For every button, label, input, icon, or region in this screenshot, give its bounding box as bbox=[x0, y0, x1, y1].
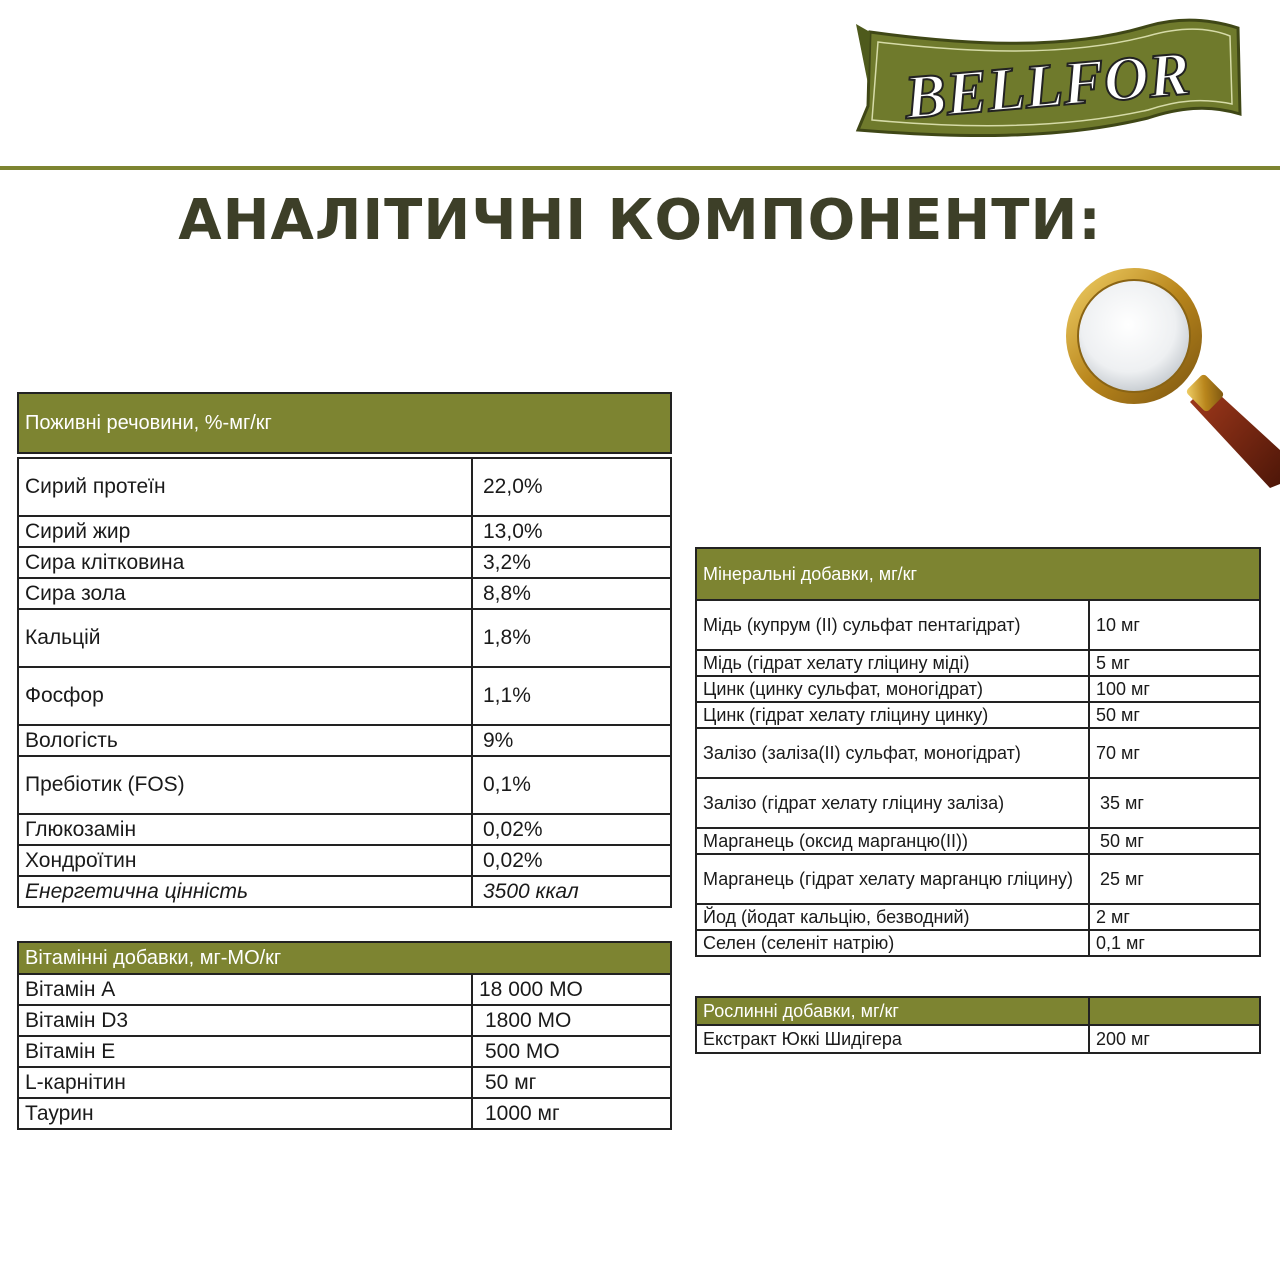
vitamins-table bbox=[17, 941, 672, 1130]
table-row bbox=[18, 1067, 671, 1098]
table-row bbox=[696, 600, 1260, 650]
vitamin-value: 18 000 МО bbox=[472, 974, 671, 1005]
minerals-header: Мінеральні добавки, мг/кг bbox=[696, 548, 1260, 600]
table-row bbox=[696, 702, 1260, 728]
table-row bbox=[18, 876, 671, 907]
minerals-table bbox=[695, 547, 1261, 957]
table-row bbox=[18, 578, 671, 609]
table-row bbox=[696, 828, 1260, 854]
vitamin-value: 1800 МО bbox=[472, 1005, 671, 1036]
herbal-table bbox=[695, 996, 1261, 1054]
nutrient-value: 13,0% bbox=[472, 516, 671, 547]
mineral-name: Цинк (цинку сульфат, моногідрат) bbox=[696, 676, 1089, 702]
nutrient-name: Сира клітковина bbox=[18, 547, 472, 578]
mineral-value: 100 мг bbox=[1089, 676, 1260, 702]
vitamin-value: 50 мг bbox=[472, 1067, 671, 1098]
nutrient-value: 1,1% bbox=[472, 667, 671, 725]
nutrient-name: Фосфор bbox=[18, 667, 472, 725]
table-row bbox=[696, 1025, 1260, 1053]
table-row bbox=[18, 458, 671, 516]
vitamin-name: Вітамін А bbox=[18, 974, 472, 1005]
mineral-name: Цинк (гідрат хелату гліцину цинку) bbox=[696, 702, 1089, 728]
nutrient-value: 3500 ккал bbox=[472, 876, 671, 907]
table-row bbox=[18, 725, 671, 756]
vitamin-name: Вітамін D3 bbox=[18, 1005, 472, 1036]
nutrient-value: 0,1% bbox=[472, 756, 671, 814]
table-row bbox=[696, 854, 1260, 904]
nutrient-name: Сирий жир bbox=[18, 516, 472, 547]
nutrient-value: 0,02% bbox=[472, 814, 671, 845]
nutrient-value: 3,2% bbox=[472, 547, 671, 578]
mineral-name: Марганець (оксид марганцю(II)) bbox=[696, 828, 1089, 854]
herbal-header-blank bbox=[1089, 997, 1260, 1025]
table-row bbox=[18, 516, 671, 547]
mineral-value: 35 мг bbox=[1089, 778, 1260, 828]
magnifying-glass-icon bbox=[1058, 262, 1280, 492]
table-row bbox=[18, 756, 671, 814]
mineral-name: Мідь (купрум (II) сульфат пентагідрат) bbox=[696, 600, 1089, 650]
herbal-header: Рослинні добавки, мг/кг bbox=[696, 997, 1089, 1025]
herbal-value: 200 мг bbox=[1089, 1025, 1260, 1053]
page-title: АНАЛІТИЧНІ КОМПОНЕНТИ: bbox=[178, 188, 1102, 253]
table-row bbox=[696, 650, 1260, 676]
table-row bbox=[696, 728, 1260, 778]
nutrients-table bbox=[17, 392, 672, 908]
mineral-value: 50 мг bbox=[1089, 702, 1260, 728]
vitamins-header: Вітамінні добавки, мг-МО/кг bbox=[18, 942, 671, 974]
mineral-value: 10 мг bbox=[1089, 600, 1260, 650]
vitamin-value: 500 МО bbox=[472, 1036, 671, 1067]
nutrients-header: Поживні речовини, %-мг/кг bbox=[18, 393, 671, 453]
mineral-name: Залізо (гідрат хелату гліцину заліза) bbox=[696, 778, 1089, 828]
nutrient-name: Глюкозамін bbox=[18, 814, 472, 845]
divider-line bbox=[0, 166, 1280, 170]
mineral-name: Йод (йодат кальцію, безводний) bbox=[696, 904, 1089, 930]
table-row bbox=[696, 676, 1260, 702]
vitamin-name: Вітамін Е bbox=[18, 1036, 472, 1067]
table-row bbox=[18, 845, 671, 876]
nutrient-name: Вологість bbox=[18, 725, 472, 756]
mineral-name: Селен (селеніт натрію) bbox=[696, 930, 1089, 956]
mineral-value: 5 мг bbox=[1089, 650, 1260, 676]
table-row bbox=[18, 814, 671, 845]
nutrient-value: 22,0% bbox=[472, 458, 671, 516]
nutrient-name: Хондроїтин bbox=[18, 845, 472, 876]
nutrient-name: Сирий протеїн bbox=[18, 458, 472, 516]
nutrient-value: 1,8% bbox=[472, 609, 671, 667]
mineral-name: Марганець (гідрат хелату марганцю гліцину) bbox=[696, 854, 1089, 904]
vitamin-value: 1000 мг bbox=[472, 1098, 671, 1129]
vitamin-name: Таурин bbox=[18, 1098, 472, 1129]
table-row bbox=[18, 1036, 671, 1067]
table-row bbox=[18, 1098, 671, 1129]
mineral-value: 50 мг bbox=[1089, 828, 1260, 854]
table-row bbox=[696, 930, 1260, 956]
herbal-name: Екстракт Юккі Шидігера bbox=[696, 1025, 1089, 1053]
nutrient-name: Кальцій bbox=[18, 609, 472, 667]
table-row bbox=[696, 778, 1260, 828]
table-row bbox=[18, 974, 671, 1005]
table-row bbox=[18, 667, 671, 725]
mineral-value: 25 мг bbox=[1089, 854, 1260, 904]
table-row bbox=[18, 609, 671, 667]
vitamin-name: L-карнітин bbox=[18, 1067, 472, 1098]
mineral-name: Мідь (гідрат хелату гліцину міді) bbox=[696, 650, 1089, 676]
nutrient-value: 9% bbox=[472, 725, 671, 756]
table-row bbox=[18, 547, 671, 578]
nutrient-name: Енергетична цінність bbox=[18, 876, 472, 907]
mineral-name: Залізо (заліза(II) сульфат, моногідрат) bbox=[696, 728, 1089, 778]
table-row bbox=[18, 1005, 671, 1036]
mineral-value: 2 мг bbox=[1089, 904, 1260, 930]
nutrient-name: Сира зола bbox=[18, 578, 472, 609]
mineral-value: 70 мг bbox=[1089, 728, 1260, 778]
table-row bbox=[696, 904, 1260, 930]
logo-text: BELLFOR bbox=[901, 39, 1193, 133]
mineral-value: 0,1 мг bbox=[1089, 930, 1260, 956]
nutrient-value: 0,02% bbox=[472, 845, 671, 876]
bellfor-logo-icon bbox=[848, 14, 1248, 144]
nutrient-value: 8,8% bbox=[472, 578, 671, 609]
nutrient-name: Пребіотик (FOS) bbox=[18, 756, 472, 814]
